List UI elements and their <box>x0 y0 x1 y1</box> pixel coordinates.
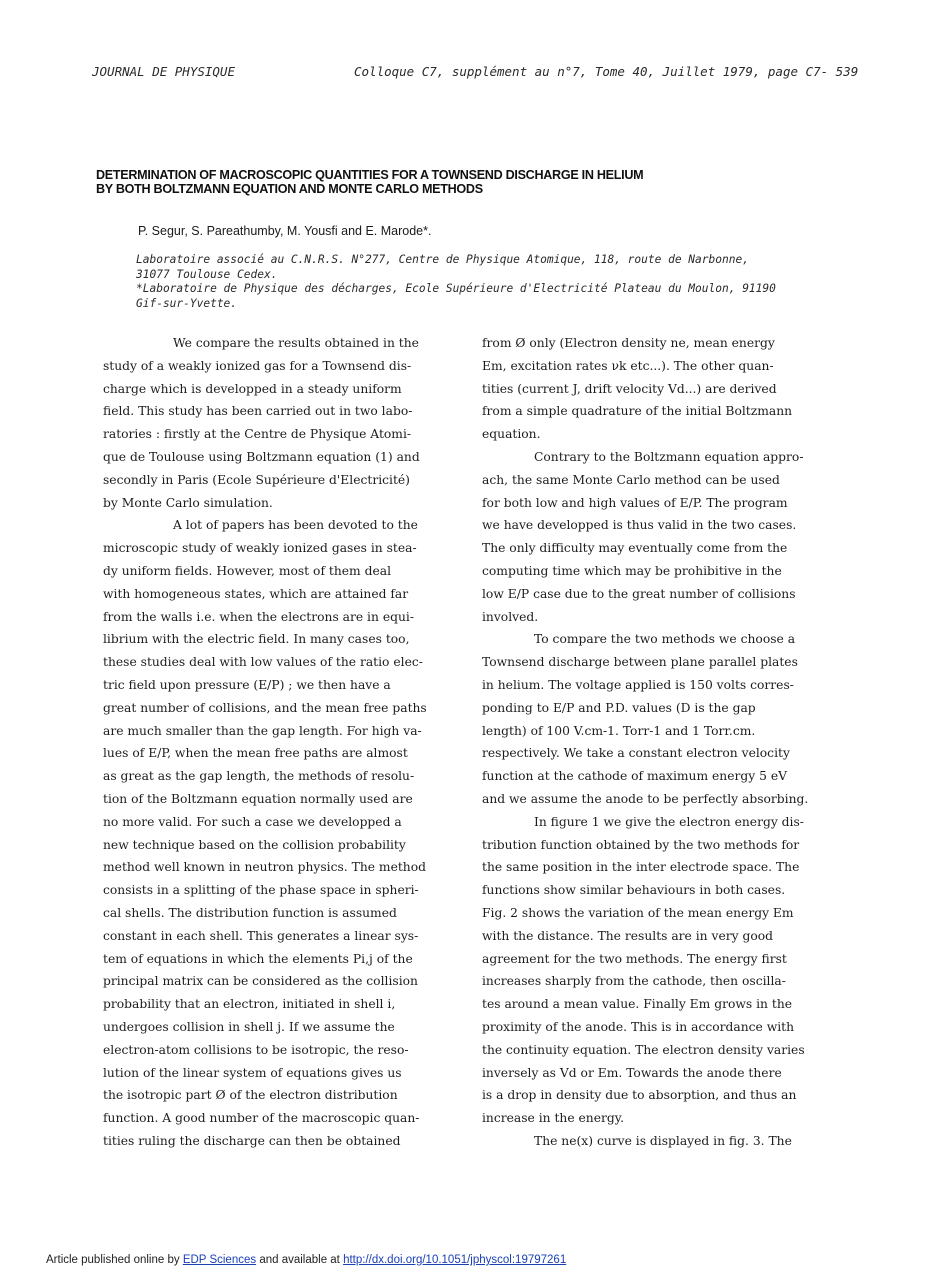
text-line: with the distance. The results are in very good <box>482 928 774 943</box>
text-line: tem of equations in which the elements Pi,j of the <box>103 951 413 966</box>
text-line: principal matrix can be considered as the collision <box>103 974 418 989</box>
text-line: from the walls i.e. when the electrons are in equi- <box>103 609 414 624</box>
text-line: cal shells. The distribution function is assumed <box>103 905 397 920</box>
text-line: To compare the two methods we choose a <box>534 632 796 647</box>
text-line: Contrary to the Boltzmann equation appro- <box>534 449 804 464</box>
doi-link[interactable]: http://dx.doi.org/10.1051/jphyscol:19797261 <box>343 1254 567 1266</box>
text-line: increase in the energy. <box>482 1111 624 1126</box>
text-line: tities ruling the discharge can then be obtained <box>103 1133 401 1148</box>
text-line: Em, excitation rates νk etc...). The other quan- <box>482 358 774 373</box>
text-line: secondly in Paris (Ecole Supérieure d'Electricité) <box>103 472 410 487</box>
title-line: BY BOTH BOLTZMANN EQUATION AND MONTE CARLO METHODS <box>96 182 483 196</box>
text-line: librium with the electric field. In many cases too, <box>103 632 410 647</box>
text-line: We compare the results obtained in the <box>173 336 419 350</box>
paper-title <box>96 168 816 196</box>
text-line: microscopic study of weakly ionized gases in stea- <box>103 541 417 556</box>
text-line: with homogeneous states, which are attained far <box>103 586 409 601</box>
text-line: lution of the linear system of equations gives us <box>103 1065 402 1080</box>
text-line: undergoes collision in shell j. If we assume the <box>103 1019 395 1034</box>
footer-middle: and available at <box>259 1254 340 1266</box>
text-line: tric field upon pressure (E/P) ; we then have a <box>103 677 391 692</box>
footer-prefix: Article published online by <box>46 1254 180 1266</box>
text-line: in helium. The voltage applied is 150 volts corres- <box>482 677 794 692</box>
text-line: tion of the Boltzmann equation normally used are <box>103 791 413 806</box>
text-line: field. This study has been carried out in two labo- <box>103 404 413 419</box>
text-line: by Monte Carlo simulation. <box>103 495 273 510</box>
left-column <box>103 332 455 1153</box>
text-line: Fig. 2 shows the variation of the mean energy Em <box>482 905 794 920</box>
text-line: que de Toulouse using Boltzmann equation (1) and <box>103 449 420 464</box>
text-line: dy uniform fields. However, most of them deal <box>103 563 392 578</box>
publication-footer <box>46 1254 566 1266</box>
affiliations <box>136 253 836 311</box>
text-line: ach, the same Monte Carlo method can be used <box>482 472 780 487</box>
text-line: the same position in the inter electrode space. The <box>482 860 800 875</box>
text-line: agreement for the two methods. The energy first <box>482 951 787 966</box>
text-line: probability that an electron, initiated in shell i, <box>103 997 396 1012</box>
text-line: function at the cathode of maximum energy 5 eV <box>482 769 787 784</box>
title-line: DETERMINATION OF MACROSCOPIC QUANTITIES FOR A TOWNSEND DISCHARGE IN HELIUM <box>96 168 644 182</box>
text-line: ponding to E/P and P.D. values (D is the gap <box>482 700 756 715</box>
text-line: tes around a mean value. Finally Em grows in the <box>482 997 793 1012</box>
text-line: ratories : firstly at the Centre de Physique Atomi- <box>103 427 412 442</box>
text-line: great number of collisions, and the mean free paths <box>103 700 427 715</box>
text-line: computing time which may be prohibitive in the <box>482 563 782 578</box>
text-line: equation. <box>482 427 541 442</box>
text-line: functions show similar behaviours in both cases. <box>482 883 786 898</box>
journal-citation: Colloque C7, supplément au n°7, Tome 40, Juillet 1979, page C7- 539 <box>354 64 859 79</box>
text-line: involved. <box>482 609 539 624</box>
text-line: function. A good number of the macroscopic quan- <box>103 1111 420 1126</box>
text-line: low E/P case due to the great number of collisions <box>482 586 796 601</box>
text-line: The ne(x) curve is displayed in fig. 3. The <box>534 1133 792 1148</box>
text-line: Townsend discharge between plane parallel plates <box>482 655 798 670</box>
text-line: method well known in neutron physics. The method <box>103 860 426 875</box>
text-line: from Ø only (Electron density ne, mean energy <box>482 336 775 350</box>
text-line: respectively. We take a constant electron velocity <box>482 746 790 761</box>
text-line: A lot of papers has been devoted to the <box>173 518 418 533</box>
right-column <box>482 332 842 1153</box>
text-line: from a simple quadrature of the initial Boltzmann <box>482 404 793 419</box>
text-line: is a drop in density due to absorption, and thus an <box>482 1088 797 1103</box>
text-line: new technique based on the collision probability <box>103 837 406 852</box>
text-line: charge which is developped in a steady uniform <box>103 381 402 396</box>
text-line: inversely as Vd or Em. Towards the anode there <box>482 1065 782 1080</box>
text-line: proximity of the anode. This is in accordance with <box>482 1019 795 1034</box>
text-line: the isotropic part Ø of the electron distribution <box>103 1088 398 1103</box>
text-line: consists in a splitting of the phase space in spheri- <box>103 883 419 898</box>
text-line: In figure 1 we give the electron energy dis- <box>534 814 804 829</box>
text-line: length) of 100 V.cm-1. Torr-1 and 1 Torr.cm. <box>482 723 756 738</box>
publisher-link[interactable]: EDP Sciences <box>182 1254 257 1266</box>
text-line: tities (current J, drift velocity Vd...) are derived <box>482 381 777 396</box>
text-line: The only difficulty may eventually come from the <box>482 541 788 556</box>
text-line: we have developped is thus valid in the two cases. <box>482 518 797 533</box>
text-line: are much smaller than the gap length. For high va- <box>103 723 422 738</box>
text-line: these studies deal with low values of the ratio elec- <box>103 655 423 670</box>
author-list: P. Segur, S. Pareathumby, M. Yousfi and E. Marode*. <box>138 224 432 238</box>
text-line: tribution function obtained by the two methods for <box>482 837 800 852</box>
text-line: study of a weakly ionized gas for a Townsend dis- <box>103 358 412 373</box>
text-line: the continuity equation. The electron density varies <box>482 1042 805 1057</box>
text-line: constant in each shell. This generates a linear sys- <box>103 928 419 943</box>
text-line: as great as the gap length, the methods of resolu- <box>103 769 415 784</box>
text-line: for both low and high values of E/P. The program <box>482 495 788 510</box>
text-line: and we assume the anode to be perfectly absorbing. <box>482 791 809 806</box>
affiliation-line: 31077 Toulouse Cedex. <box>136 267 278 281</box>
affiliation-line: Gif-sur-Yvette. <box>136 296 238 310</box>
text-line: lues of E/P, when the mean free paths are almost <box>103 746 408 761</box>
text-line: increases sharply from the cathode, then oscilla- <box>482 974 786 989</box>
affiliation-line: *Laboratoire de Physique des décharges, Ecole Supérieure d'Electricité Plateau du Moulon, 91190 <box>136 282 776 296</box>
text-line: no more valid. For such a case we developped a <box>103 814 402 829</box>
affiliation-line: Laboratoire associé au C.N.R.S. N°277, Centre de Physique Atomique, 118, route de Narbonne, <box>136 253 749 266</box>
journal-name: JOURNAL DE PHYSIQUE <box>92 64 235 79</box>
text-line: electron-atom collisions to be isotropic, the reso- <box>103 1042 409 1057</box>
